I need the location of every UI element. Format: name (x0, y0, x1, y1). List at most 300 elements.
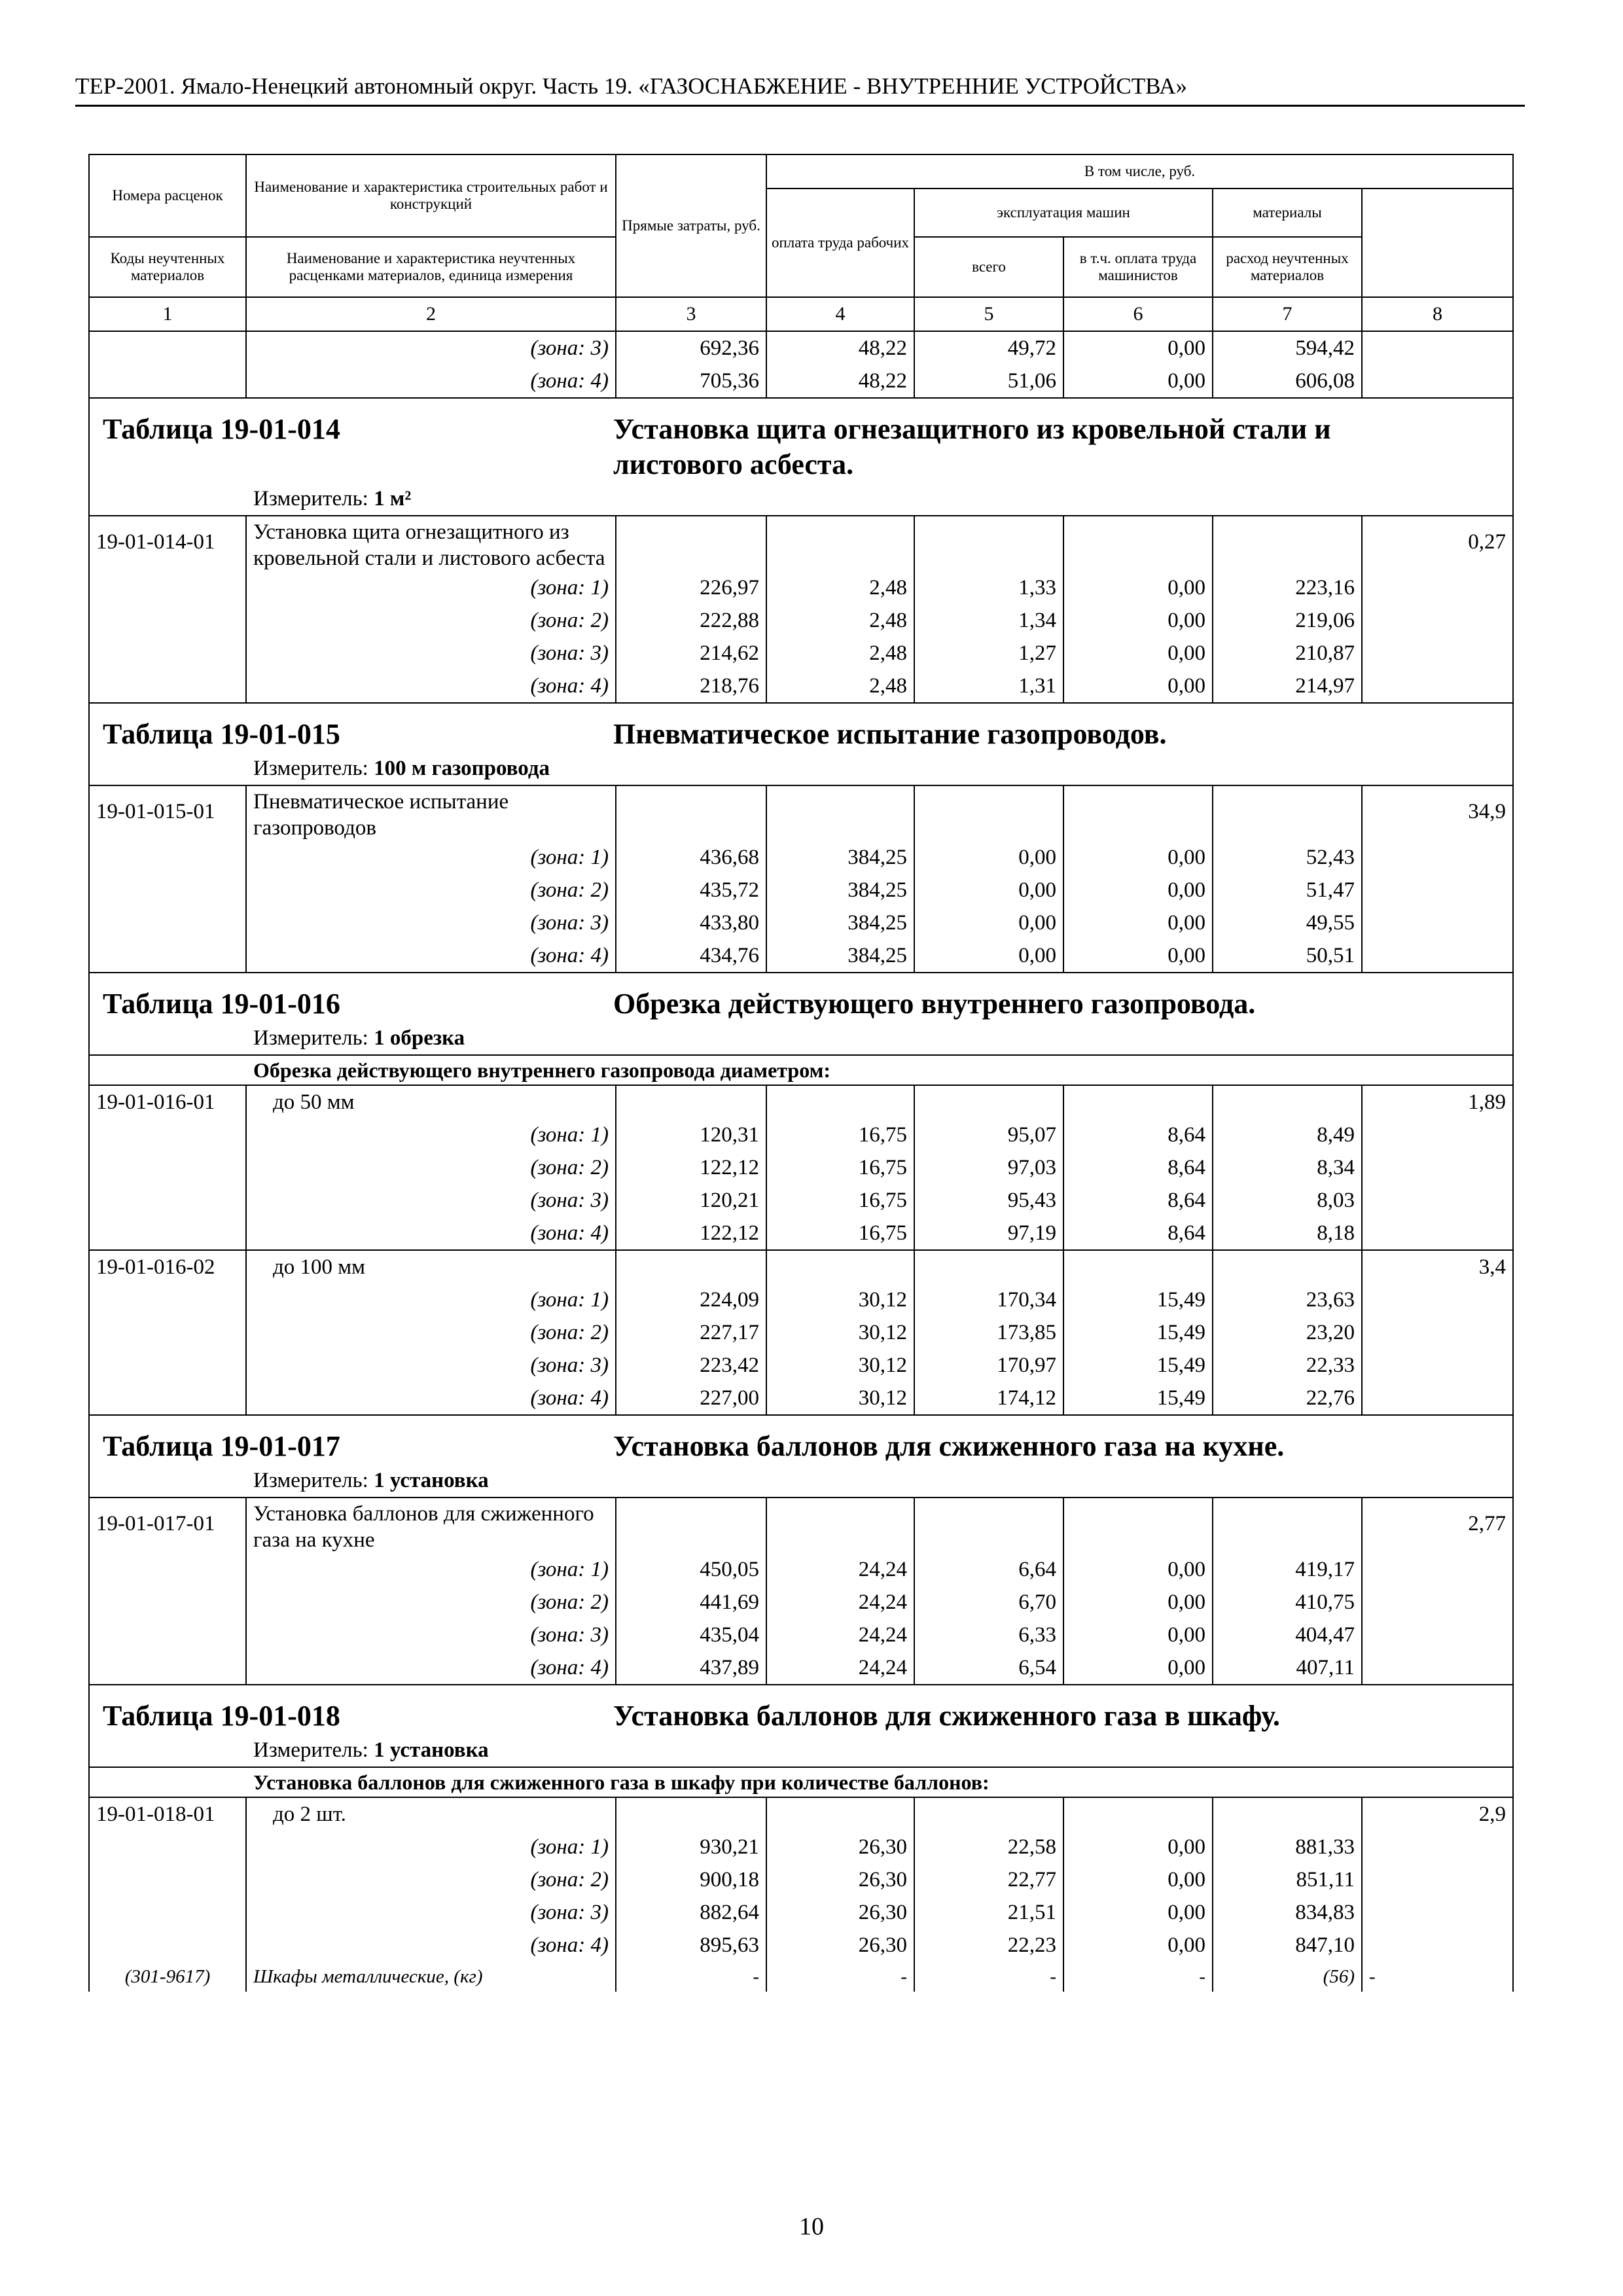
zone-label: (зона: 1) (246, 841, 616, 874)
labor-pay: 2,48 (766, 571, 914, 604)
zone-row (89, 331, 1513, 365)
zone-code (89, 1283, 246, 1316)
machinist-pay: 0,00 (1063, 1929, 1213, 1962)
zone-row (89, 1929, 1513, 1962)
zone-labor-cost (1362, 670, 1513, 703)
zone-labor-cost (1362, 1184, 1513, 1217)
zone-labor-cost (1362, 571, 1513, 604)
machinist-pay: 15,49 (1063, 1349, 1213, 1382)
zone-row (89, 571, 1513, 604)
direct-cost: 122,12 (616, 1217, 766, 1250)
labor-pay: 384,25 (766, 939, 914, 973)
zone-labor-cost (1362, 1151, 1513, 1184)
machinist-pay: 0,00 (1063, 604, 1213, 637)
table-number: Таблица 19-01-017 (103, 1430, 340, 1462)
materials-cost: 8,18 (1213, 1217, 1362, 1250)
machines-total: 49,72 (914, 331, 1063, 365)
direct-cost: 224,09 (616, 1283, 766, 1316)
labor-cost: 3,4 (1362, 1250, 1513, 1283)
machines-total: 1,31 (914, 670, 1063, 703)
machines-total: 6,64 (914, 1553, 1063, 1586)
materials-cost: 404,47 (1213, 1619, 1362, 1651)
direct-cost: 223,42 (616, 1349, 766, 1382)
materials-cost: 219,06 (1213, 604, 1362, 637)
machines-total: 97,03 (914, 1151, 1063, 1184)
machines-total: 22,58 (914, 1831, 1063, 1863)
col-num: 3 (616, 297, 766, 331)
zone-code (89, 841, 246, 874)
measure-value: 100 м газопровода (374, 757, 550, 780)
machinist-pay: 0,00 (1063, 1896, 1213, 1929)
materials-cost: 50,51 (1213, 939, 1362, 973)
direct-cost: 441,69 (616, 1586, 766, 1619)
labor-pay: 48,22 (766, 331, 914, 365)
measure-label: Измеритель: (253, 1738, 368, 1762)
direct-cost: 882,64 (616, 1896, 766, 1929)
direct-cost: 900,18 (616, 1863, 766, 1896)
material-machinist: - (1063, 1962, 1213, 1992)
zone-label: (зона: 3) (246, 906, 616, 939)
direct-cost: 222,88 (616, 604, 766, 637)
zone-label: (зона: 4) (246, 1382, 616, 1415)
zone-row (89, 670, 1513, 703)
labor-pay: 24,24 (766, 1651, 914, 1685)
materials-cost: 8,03 (1213, 1184, 1362, 1217)
machines-total: 21,51 (914, 1896, 1063, 1929)
zone-code (89, 1586, 246, 1619)
zone-row (89, 939, 1513, 973)
direct-cost: 450,05 (616, 1553, 766, 1586)
zone-row (89, 1217, 1513, 1250)
zone-labor-cost (1362, 939, 1513, 973)
zone-label: (зона: 1) (246, 1831, 616, 1863)
labor-pay: 2,48 (766, 670, 914, 703)
machinist-pay: 0,00 (1063, 1619, 1213, 1651)
direct-cost: 227,17 (616, 1316, 766, 1349)
table-number: Таблица 19-01-018 (103, 1700, 340, 1732)
machines-total: 6,70 (914, 1586, 1063, 1619)
zone-label: (зона: 2) (246, 604, 616, 637)
material-name: Шкафы металлические, (кг) (246, 1962, 616, 1992)
machines-total: 0,00 (914, 939, 1063, 973)
zone-label: (зона: 1) (246, 1553, 616, 1586)
zone-row (89, 1349, 1513, 1382)
direct-cost: 692,36 (616, 331, 766, 365)
materials-cost: 23,20 (1213, 1316, 1362, 1349)
measure-value: 1 установка (374, 1469, 489, 1492)
zone-label: (зона: 2) (246, 874, 616, 906)
zone-label: (зона: 3) (246, 1184, 616, 1217)
col-num: 2 (246, 297, 616, 331)
zone-labor-cost (1362, 841, 1513, 874)
materials-cost: 210,87 (1213, 637, 1362, 670)
col-num: 6 (1063, 297, 1213, 331)
direct-cost: 436,68 (616, 841, 766, 874)
zone-row (89, 365, 1513, 398)
zone-label: (зона: 3) (246, 637, 616, 670)
labor-pay: 26,30 (766, 1863, 914, 1896)
table-number: Таблица 19-01-015 (103, 718, 340, 750)
zone-labor-cost (1362, 1651, 1513, 1685)
zone-label: (зона: 1) (246, 1283, 616, 1316)
labor-pay: 30,12 (766, 1349, 914, 1382)
zone-code (89, 1929, 246, 1962)
zone-labor-cost (1362, 1896, 1513, 1929)
machinist-pay: 0,00 (1063, 637, 1213, 670)
zone-code (89, 1831, 246, 1863)
materials-cost: 847,10 (1213, 1929, 1362, 1962)
machinist-pay: 15,49 (1063, 1316, 1213, 1349)
machinist-pay: 0,00 (1063, 906, 1213, 939)
zone-code (89, 1349, 246, 1382)
zone-label: (зона: 1) (246, 1119, 616, 1151)
zone-code (89, 1119, 246, 1151)
machinist-pay: 0,00 (1063, 1651, 1213, 1685)
zone-labor-cost (1362, 331, 1513, 365)
machines-total: 0,00 (914, 906, 1063, 939)
machines-total: 22,23 (914, 1929, 1063, 1962)
col-labor-pay: оплата труда рабочих (766, 188, 914, 297)
material-labor: - (766, 1962, 914, 1992)
machinist-pay: 8,64 (1063, 1217, 1213, 1250)
labor-pay: 26,30 (766, 1896, 914, 1929)
zone-labor-cost (1362, 1382, 1513, 1415)
col-unaccounted: расход неучтенных материалов (1213, 237, 1362, 297)
zone-code (89, 1863, 246, 1896)
labor-pay: 16,75 (766, 1151, 914, 1184)
materials-cost: 51,47 (1213, 874, 1362, 906)
materials-cost: 52,43 (1213, 841, 1362, 874)
labor-cost: 1,89 (1362, 1085, 1513, 1119)
zone-labor-cost (1362, 1619, 1513, 1651)
zone-row (89, 1316, 1513, 1349)
labor-pay: 384,25 (766, 874, 914, 906)
machinist-pay: 0,00 (1063, 1553, 1213, 1586)
machinist-pay: 0,00 (1063, 571, 1213, 604)
labor-pay: 2,48 (766, 604, 914, 637)
machines-total: 51,06 (914, 365, 1063, 398)
zone-label: (зона: 4) (246, 1651, 616, 1685)
zone-row (89, 1382, 1513, 1415)
zone-row (89, 1184, 1513, 1217)
zone-row (89, 604, 1513, 637)
zone-labor-cost (1362, 1283, 1513, 1316)
zone-labor-cost (1362, 1863, 1513, 1896)
col-num: 5 (914, 297, 1063, 331)
direct-cost: 122,12 (616, 1151, 766, 1184)
zone-labor-cost (1362, 1586, 1513, 1619)
measure-label: Измеритель: (253, 757, 368, 780)
materials-cost: 410,75 (1213, 1586, 1362, 1619)
zone-row (89, 1896, 1513, 1929)
zone-label: (зона: 4) (246, 939, 616, 973)
table-title: Установка баллонов для сжиженного газа на кухне. (613, 1430, 1285, 1462)
rate-code: 19-01-015-01 (89, 785, 246, 841)
machinist-pay: 0,00 (1063, 874, 1213, 906)
zone-row (89, 1863, 1513, 1896)
materials-cost: 23,63 (1213, 1283, 1362, 1316)
machines-total: 0,00 (914, 874, 1063, 906)
materials-cost: 881,33 (1213, 1831, 1362, 1863)
zone-row (89, 1651, 1513, 1685)
page-header: ТЕР-2001. Ямало-Ненецкий автономный округ. Часть 19. «ГАЗОСНАБЖЕНИЕ - ВНУТРЕННИЕ УСТРОЙСТВА» (75, 73, 1525, 107)
labor-pay: 24,24 (766, 1553, 914, 1586)
labor-cost: 34,9 (1362, 785, 1513, 841)
direct-cost: 435,04 (616, 1619, 766, 1651)
zone-label: (зона: 3) (246, 1896, 616, 1929)
labor-pay: 26,30 (766, 1831, 914, 1863)
direct-cost: 433,80 (616, 906, 766, 939)
direct-cost: 120,31 (616, 1119, 766, 1151)
labor-pay: 30,12 (766, 1316, 914, 1349)
labor-pay: 48,22 (766, 365, 914, 398)
materials-cost: 223,16 (1213, 571, 1362, 604)
zone-labor-cost (1362, 1831, 1513, 1863)
col-code-bottom: Коды неучтенных материалов (89, 237, 246, 297)
labor-pay: 30,12 (766, 1283, 914, 1316)
col-num: 8 (1362, 297, 1513, 331)
col-name-top: Наименование и характеристика строительных работ и конструкций (246, 154, 616, 237)
zone-code (89, 1217, 246, 1250)
direct-cost: 218,76 (616, 670, 766, 703)
group-heading: Установка баллонов для сжиженного газа в шкафу при количестве баллонов: (89, 1767, 1513, 1797)
labor-pay: 16,75 (766, 1217, 914, 1250)
zone-labor-cost (1362, 1553, 1513, 1586)
measure-value: 1 установка (374, 1738, 489, 1762)
machinist-pay: 0,00 (1063, 365, 1213, 398)
machinist-pay: 15,49 (1063, 1283, 1213, 1316)
zone-row (89, 637, 1513, 670)
labor-pay: 16,75 (766, 1119, 914, 1151)
machinist-pay: 8,64 (1063, 1119, 1213, 1151)
measure-label: Измеритель: (253, 487, 368, 511)
zone-labor-cost (1362, 874, 1513, 906)
labor-pay: 30,12 (766, 1382, 914, 1415)
direct-cost: 120,21 (616, 1184, 766, 1217)
zone-row (89, 1586, 1513, 1619)
materials-cost: 8,49 (1213, 1119, 1362, 1151)
direct-cost: 437,89 (616, 1651, 766, 1685)
zone-labor-cost (1362, 1929, 1513, 1962)
zone-labor-cost (1362, 906, 1513, 939)
zone-label: (зона: 4) (246, 1929, 616, 1962)
machines-total: 0,00 (914, 841, 1063, 874)
col-materials: материалы (1213, 188, 1362, 237)
zone-code (89, 1382, 246, 1415)
table-number: Таблица 19-01-016 (103, 988, 340, 1020)
labor-pay: 26,30 (766, 1929, 914, 1962)
direct-cost: 435,72 (616, 874, 766, 906)
zone-code (89, 331, 246, 365)
measure-value: 1 м² (374, 487, 412, 511)
materials-cost: 419,17 (1213, 1553, 1362, 1586)
zone-row (89, 906, 1513, 939)
zone-labor-cost (1362, 1217, 1513, 1250)
labor-cost: 2,77 (1362, 1498, 1513, 1553)
labor-pay: 24,24 (766, 1586, 914, 1619)
zone-label: (зона: 3) (246, 1349, 616, 1382)
zone-code (89, 637, 246, 670)
rate-description: до 2 шт. (246, 1797, 616, 1831)
rate-description: до 50 мм (246, 1085, 616, 1119)
labor-pay: 384,25 (766, 841, 914, 874)
zone-labor-cost (1362, 1349, 1513, 1382)
machinist-pay: 0,00 (1063, 1863, 1213, 1896)
zone-labor-cost (1362, 604, 1513, 637)
machinist-pay: 0,00 (1063, 841, 1213, 874)
zone-label: (зона: 4) (246, 670, 616, 703)
materials-cost: 834,83 (1213, 1896, 1362, 1929)
zone-code (89, 1151, 246, 1184)
rate-code: 19-01-016-02 (89, 1250, 246, 1283)
table-title: Обрезка действующего внутреннего газопровода. (613, 988, 1256, 1020)
material-mach: - (914, 1962, 1063, 1992)
direct-cost: 227,00 (616, 1382, 766, 1415)
labor-pay: 24,24 (766, 1619, 914, 1651)
labor-pay: 16,75 (766, 1184, 914, 1217)
zone-label: (зона: 1) (246, 571, 616, 604)
machinist-pay: 15,49 (1063, 1382, 1213, 1415)
machines-total: 22,77 (914, 1863, 1063, 1896)
direct-cost: 214,62 (616, 637, 766, 670)
machines-total: 170,34 (914, 1283, 1063, 1316)
rate-code: 19-01-018-01 (89, 1797, 246, 1831)
machinist-pay: 8,64 (1063, 1151, 1213, 1184)
col-num: 7 (1213, 297, 1362, 331)
labor-cost: 2,9 (1362, 1797, 1513, 1831)
col-machines: эксплуатация машин (914, 188, 1213, 237)
material-labor-cost: - (1362, 1962, 1513, 1992)
machines-total: 97,19 (914, 1217, 1063, 1250)
zone-row (89, 1151, 1513, 1184)
machinist-pay: 0,00 (1063, 939, 1213, 973)
rate-code: 19-01-017-01 (89, 1498, 246, 1553)
zone-code (89, 1896, 246, 1929)
table-title: Установка баллонов для сжиженного газа в шкафу. (613, 1700, 1280, 1732)
zone-row (89, 1619, 1513, 1651)
zone-code (89, 1184, 246, 1217)
zone-label: (зона: 2) (246, 1586, 616, 1619)
rate-description: Установка баллонов для сжиженного газа на кухне (246, 1498, 616, 1553)
zone-code (89, 571, 246, 604)
direct-cost: 705,36 (616, 365, 766, 398)
rate-description: Пневматическое испытание газопроводов (246, 785, 616, 841)
price-table (88, 154, 1512, 1992)
direct-cost: 930,21 (616, 1831, 766, 1863)
col-machines-total: всего (914, 237, 1063, 297)
machinist-pay: 0,00 (1063, 670, 1213, 703)
materials-cost: 49,55 (1213, 906, 1362, 939)
table-title: Установка щита огнезащитного из кровельной стали и листового асбеста. (613, 413, 1331, 480)
materials-cost: 22,33 (1213, 1349, 1362, 1382)
machines-total: 1,34 (914, 604, 1063, 637)
machines-total: 1,33 (914, 571, 1063, 604)
zone-code (89, 906, 246, 939)
materials-cost: 407,11 (1213, 1651, 1362, 1685)
zone-label: (зона: 4) (246, 365, 616, 398)
zone-row (89, 841, 1513, 874)
zone-row (89, 1283, 1513, 1316)
zone-label: (зона: 3) (246, 331, 616, 365)
zone-row (89, 874, 1513, 906)
materials-cost: 594,42 (1213, 331, 1362, 365)
zone-code (89, 1553, 246, 1586)
zone-code (89, 939, 246, 973)
materials-cost: 606,08 (1213, 365, 1362, 398)
machines-total: 95,07 (914, 1119, 1063, 1151)
machinist-pay: 0,00 (1063, 1586, 1213, 1619)
rate-description: до 100 мм (246, 1250, 616, 1283)
labor-cost: 0,27 (1362, 516, 1513, 571)
col-num: 4 (766, 297, 914, 331)
rate-code: 19-01-016-01 (89, 1085, 246, 1119)
machinist-pay: 0,00 (1063, 1831, 1213, 1863)
material-code: (301-9617) (89, 1962, 246, 1992)
machines-total: 6,54 (914, 1651, 1063, 1685)
col-including: В том числе, руб. (766, 154, 1513, 188)
measure-value: 1 обрезка (374, 1026, 465, 1050)
col-code-top: Номера расценок (89, 154, 246, 237)
zone-label: (зона: 2) (246, 1316, 616, 1349)
zone-labor-cost (1362, 1316, 1513, 1349)
machines-total: 6,33 (914, 1619, 1063, 1651)
rate-code: 19-01-014-01 (89, 516, 246, 571)
zone-labor-cost (1362, 1119, 1513, 1151)
measure-label: Измеритель: (253, 1026, 368, 1050)
col-num: 1 (89, 297, 246, 331)
page-number: 10 (799, 2213, 824, 2240)
machines-total: 174,12 (914, 1382, 1063, 1415)
zone-label: (зона: 2) (246, 1151, 616, 1184)
zone-code (89, 874, 246, 906)
labor-pay: 2,48 (766, 637, 914, 670)
col-machinist-pay: в т.ч. оплата труда машинистов (1063, 237, 1213, 297)
material-quantity: (56) (1213, 1962, 1362, 1992)
zone-code (89, 1619, 246, 1651)
zone-label: (зона: 4) (246, 1217, 616, 1250)
group-heading: Обрезка действующего внутреннего газопровода диаметром: (89, 1055, 1513, 1085)
zone-code (89, 604, 246, 637)
zone-label: (зона: 3) (246, 1619, 616, 1651)
labor-pay: 384,25 (766, 906, 914, 939)
direct-cost: 226,97 (616, 571, 766, 604)
materials-cost: 851,11 (1213, 1863, 1362, 1896)
col-name-bottom: Наименование и характеристика неучтенных расценками материалов, единица измерения (246, 237, 616, 297)
machinist-pay: 0,00 (1063, 331, 1213, 365)
machines-total: 170,97 (914, 1349, 1063, 1382)
machines-total: 95,43 (914, 1184, 1063, 1217)
machinist-pay: 8,64 (1063, 1184, 1213, 1217)
materials-cost: 8,34 (1213, 1151, 1362, 1184)
col-direct: Прямые затраты, руб. (616, 154, 766, 297)
zone-label: (зона: 2) (246, 1863, 616, 1896)
zone-labor-cost (1362, 637, 1513, 670)
direct-cost: 434,76 (616, 939, 766, 973)
zone-code (89, 365, 246, 398)
materials-cost: 214,97 (1213, 670, 1362, 703)
zone-code (89, 670, 246, 703)
zone-row (89, 1553, 1513, 1586)
zone-row (89, 1119, 1513, 1151)
rate-description: Установка щита огнезащитного из кровельной стали и листового асбеста (246, 516, 616, 571)
measure-label: Измеритель: (253, 1469, 368, 1492)
machines-total: 1,27 (914, 637, 1063, 670)
table-number: Таблица 19-01-014 (103, 413, 340, 445)
table-title: Пневматическое испытание газопроводов. (613, 718, 1167, 750)
machines-total: 173,85 (914, 1316, 1063, 1349)
material-direct: - (616, 1962, 766, 1992)
materials-cost: 22,76 (1213, 1382, 1362, 1415)
